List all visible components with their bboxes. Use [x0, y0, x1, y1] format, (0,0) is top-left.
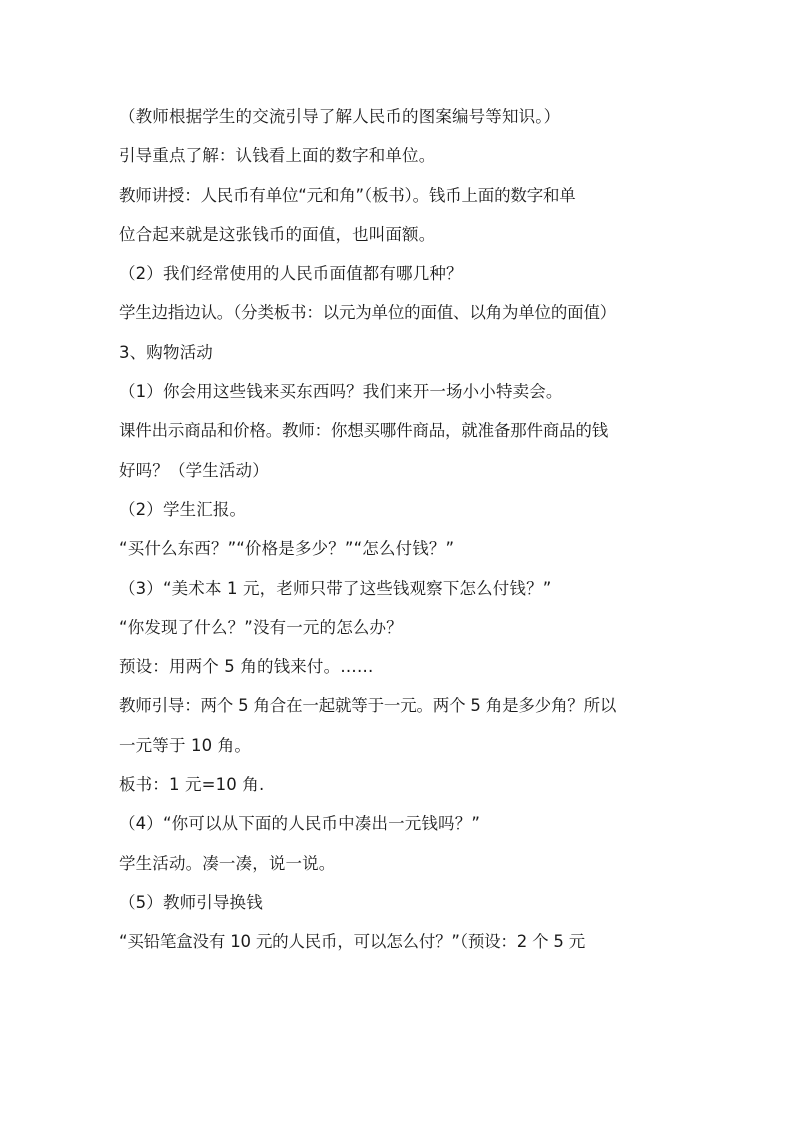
paragraph-line: “买什么东西？”“价格是多少？”“怎么付钱？”: [119, 539, 455, 559]
paragraph-line: （教师根据学生的交流引导了解人民币的图案编号等知识。）: [119, 107, 561, 126]
paragraph-line: 好吗？（学生活动）: [119, 460, 269, 480]
paragraph-line: 位合起来就是这张钱币的面值，也叫面额。: [119, 224, 436, 244]
document-body: [119, 102, 679, 967]
paragraph-line: 板书：1 元=10 角.: [119, 775, 265, 795]
paragraph-line: 预设：用两个 5 角的钱来付。……: [119, 657, 374, 677]
paragraph-line: “买铅笔盒没有 10 元的人民币，可以怎么付？”（预设：2 个 5 元: [119, 932, 586, 952]
paragraph-line: 一元等于 10 角。: [119, 735, 251, 755]
paragraph-line: 引导重点了解：认钱看上面的数字和单位。: [119, 146, 436, 166]
section-heading: 3、购物活动: [119, 342, 213, 362]
paragraph-line: （2）我们经常使用的人民币面值都有哪几种？: [119, 264, 463, 284]
paragraph-line: （1）你会用这些钱来买东西吗？我们来开一场小小特卖会。: [119, 382, 563, 402]
paragraph-line: （5）教师引导换钱: [119, 892, 263, 912]
paragraph-line: “你发现了什么？”没有一元的怎么办？: [119, 617, 403, 637]
paragraph-line: 学生活动。凑一凑，说一说。: [119, 853, 336, 873]
paragraph-line: （2）学生汇报。: [119, 499, 247, 519]
paragraph-line: 教师引导：两个 5 角合在一起就等于一元。两个 5 角是多少角？所以: [119, 696, 617, 716]
paragraph-line: 教师讲授：人民币有单位“元和角”（板书）。钱币上面的数字和单: [119, 185, 576, 205]
paragraph-line: 课件出示商品和价格。教师：你想买哪件商品，就准备那件商品的钱: [119, 421, 609, 441]
paragraph-line: （4）“你可以从下面的人民币中凑出一元钱吗？”: [119, 814, 481, 834]
paragraph-line: （3）“美术本 1 元，老师只带了这些钱观察下怎么付钱？”: [119, 578, 552, 598]
paragraph-line: 学生边指边认。（分类板书：以元为单位的面值、以角为单位的面值）: [119, 303, 617, 323]
